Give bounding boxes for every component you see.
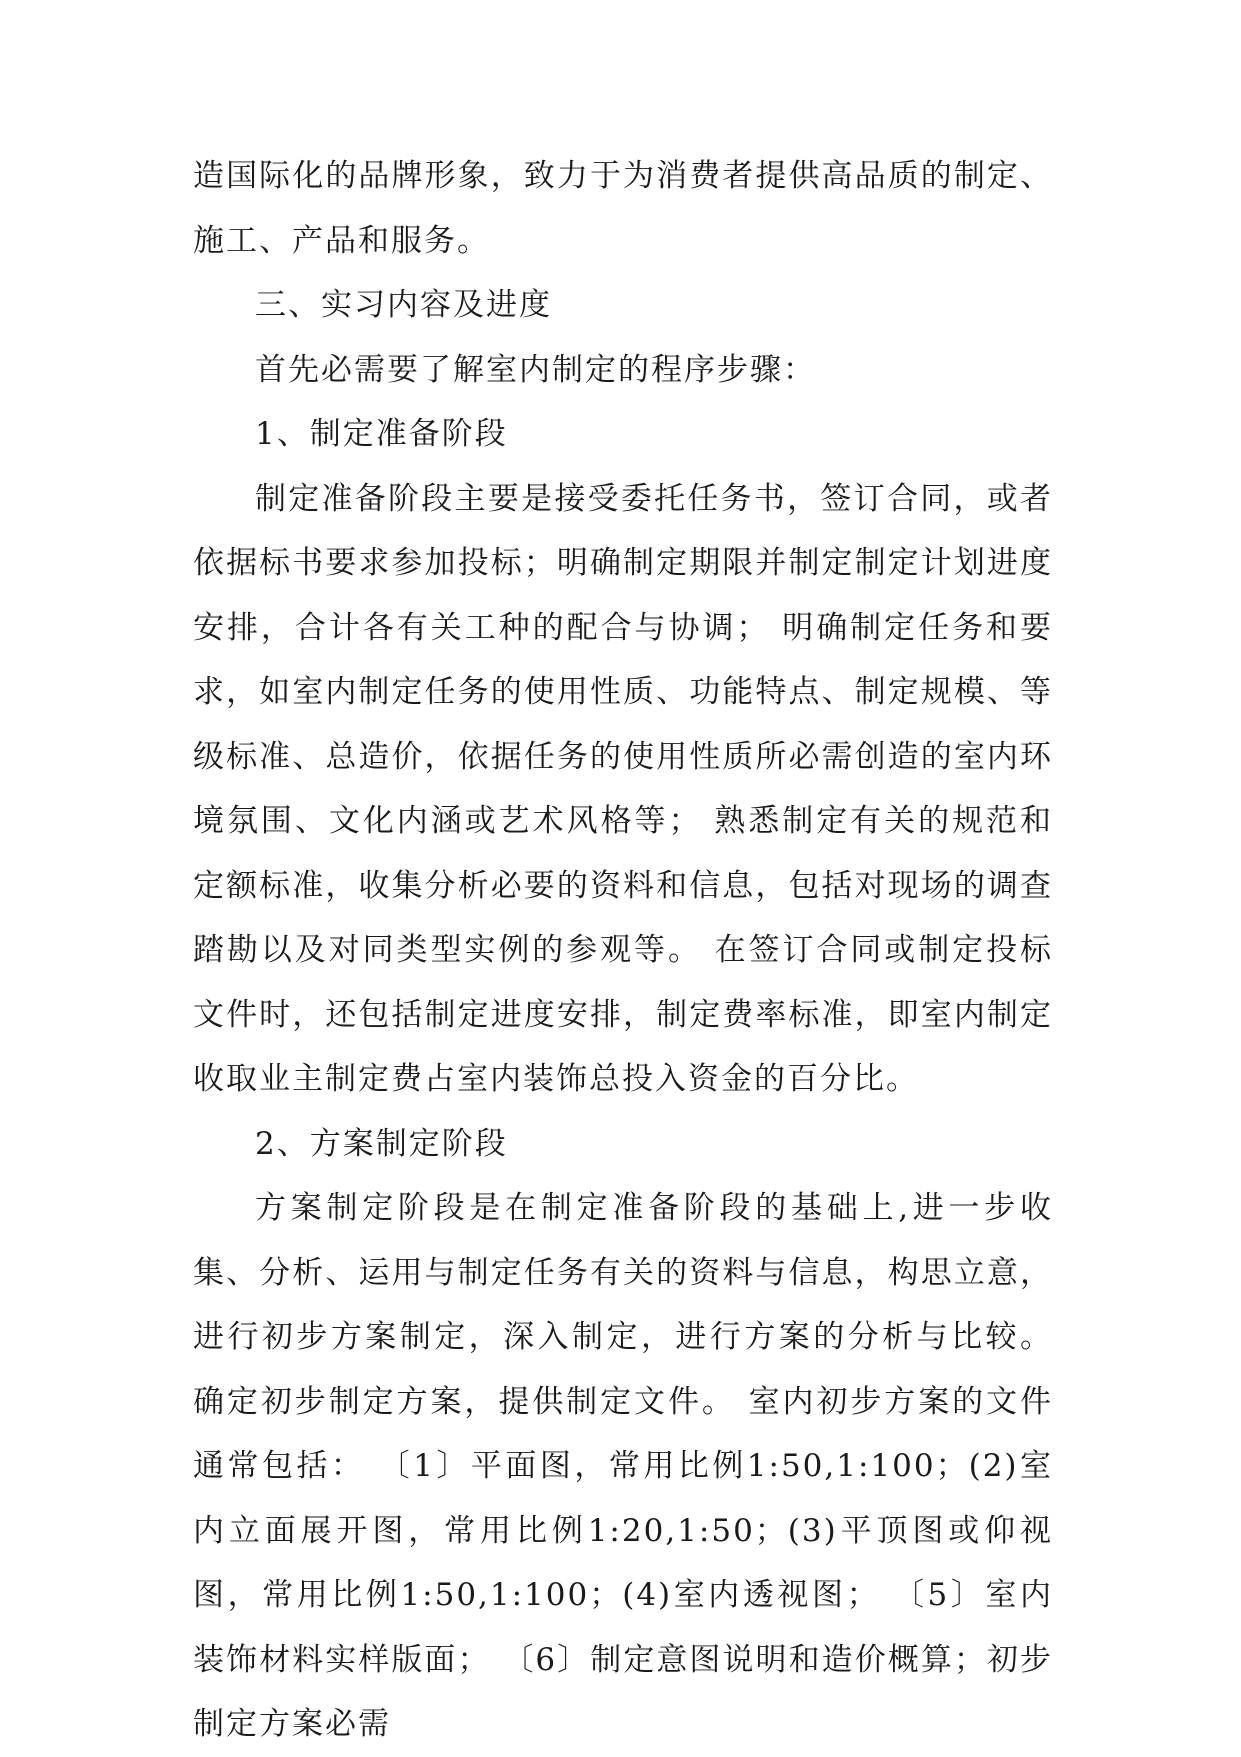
subheading-scheme-stage: 2、方案制定阶段 <box>255 1125 508 1162</box>
paragraph-preparation-stage: 制定准备阶段主要是接受委托任务书，签订合同，或者依据标书要求参加投标；明确制定期限并制定制定计划进度安排，合计各有关工种的配合与协调； 明确制定任务和要求，如室内制定任务的使用性质、功能特点、制定规模、等级标准、总造价，依据任务的使用性质所必需创造的室内环境氛围、文化内涵或艺术风格等； 熟悉制定有关的规范和定额标准，收集分析必要的资料和信息，包括对现场的调查踏勘以及对同类型实例的参观等。 在签订合同或制定投标文件时，还包括制定进度安排，制定费率标准，即室内制定收取业主制定费占室内装饰总投入资金的百分比。 <box>193 480 1053 1097</box>
paragraph-design-procedure-intro: 首先必需要了解室内制定的程序步骤： <box>255 351 816 388</box>
document-body <box>193 144 1053 1757</box>
subheading-preparation-stage: 1、制定准备阶段 <box>255 416 508 452</box>
section-heading-internship-content: 三、实习内容及进度 <box>255 287 552 323</box>
paragraph-scheme-stage: 方案制定阶段是在制定准备阶段的基础上,进一步收集、分析、运用与制定任务有关的资料与信息，构思立意，进行初步方案制定，深入制定，进行方案的分析与比较。 确定初步制定方案，提供制定文件。 室内初步方案的文件通常包括： 〔1〕平面图，常用比例1:50,1:100；(2)室内立面展开图，常用比例1:20,1:50；(3)平顶图或仰视图，常用比例1:50,1:100；(4)室内透视图； 〔5〕室内装饰材料实样版面； 〔6〕制定意图说明和造价概算；初步制定方案必需 <box>193 1190 1053 1742</box>
paragraph-intro-continuation: 造国际化的品牌形象，致力于为消费者提供高品质的制定、施工、产品和服务。 <box>193 158 1053 259</box>
